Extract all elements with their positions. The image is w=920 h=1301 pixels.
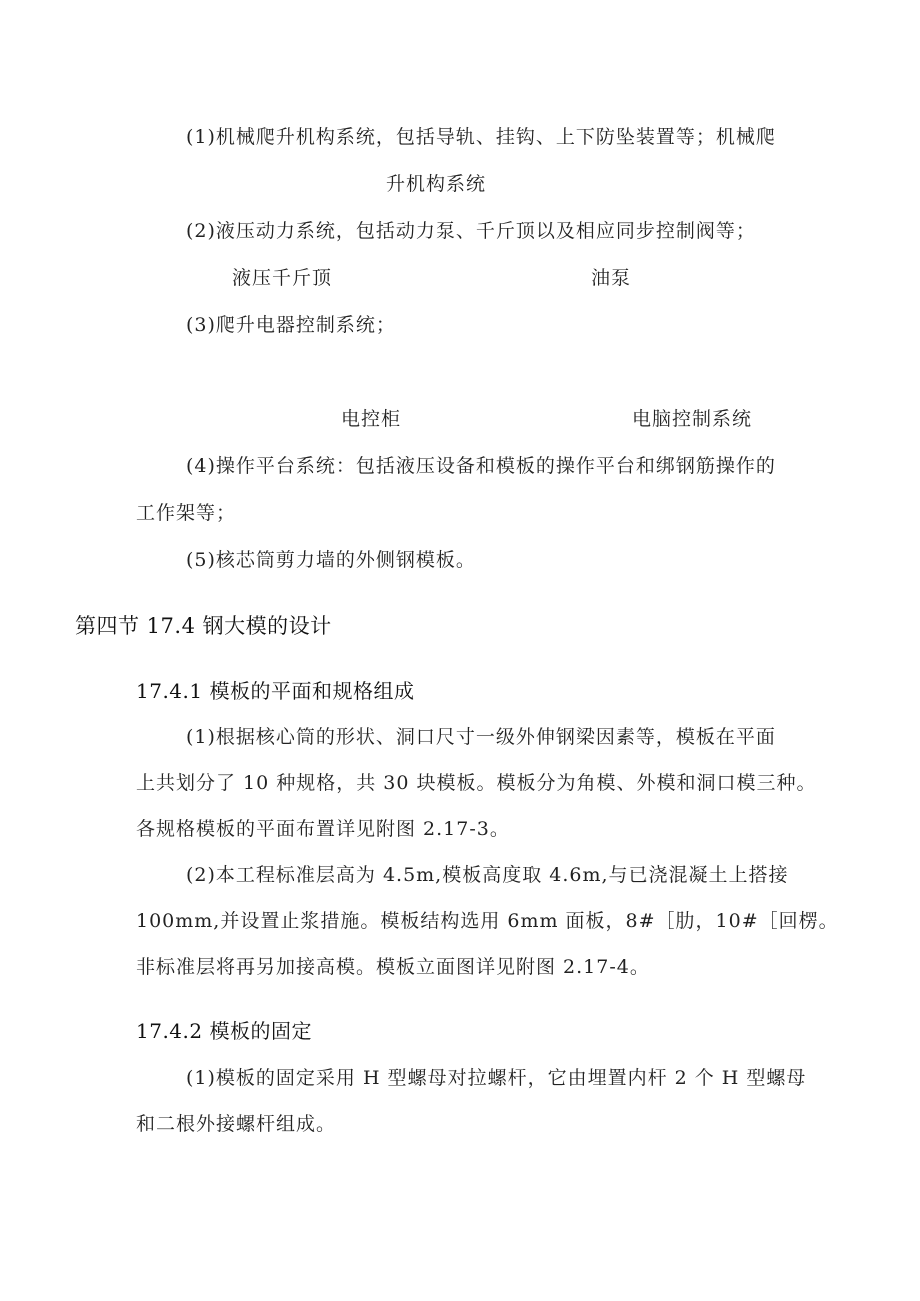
paragraph-steel-formwork-line1: (5)核芯筒剪力墙的外侧钢模板。 [186,549,476,571]
paragraph-plan-division-line2: 上共划分了 10 种规格，共 30 块模板。模板分为角模、外模和洞口模三种。 [136,772,817,794]
paragraph-formwork-height-line2: 100mm,并设置止浆措施。模板结构选用 6mm 面板，8#［肋，10#［回楞。 [136,910,839,932]
subsection-heading-plan-composition: 17.4.1 模板的平面和规格组成 [136,679,415,703]
paragraph-formwork-height-line1: (2)本工程标准层高为 4.5m,模板高度取 4.6m,与已浇混凝土上搭接 [186,864,789,886]
figure-caption-control-cabinet: 电控柜 [341,408,402,430]
figure-caption-computer-control: 电脑控制系统 [632,408,753,430]
section-heading: 第四节 17.4 钢大模的设计 [75,614,332,638]
subsection-heading-fixing: 17.4.2 模板的固定 [136,1019,312,1043]
figure-caption-hydraulic-jack: 液压千斤顶 [232,267,333,289]
paragraph-plan-division-line3: 各规格模板的平面布置详见附图 2.17-3。 [136,818,510,840]
paragraph-fixing-line2: 和二根外接螺杆组成。 [136,1113,337,1135]
paragraph-formwork-height-line3: 非标准层将再另加接高模。模板立面图详见附图 2.17-4。 [136,956,650,978]
paragraph-climbing-mechanism-line1: (1)机械爬升机构系统，包括导轨、挂钩、上下防坠装置等；机械爬 [186,126,776,148]
paragraph-hydraulic-system-line1: (2)液压动力系统，包括动力泵、千斤顶以及相应同步控制阀等； [186,220,756,242]
paragraph-platform-line2: 工作架等； [136,502,237,524]
paragraph-electrical-control-line1: (3)爬升电器控制系统； [186,314,396,336]
paragraph-plan-division-line1: (1)根据核心筒的形状、洞口尺寸一级外伸钢梁因素等，模板在平面 [186,726,776,748]
figure-caption-climbing-mechanism: 升机构系统 [386,173,487,195]
paragraph-platform-line1: (4)操作平台系统：包括液压设备和模板的操作平台和绑钢筋操作的 [186,455,776,477]
paragraph-fixing-line1: (1)模板的固定采用 H 型螺母对拉螺杆，它由埋置内杆 2 个 H 型螺母 [186,1067,807,1089]
figure-caption-oil-pump: 油泵 [591,267,632,289]
